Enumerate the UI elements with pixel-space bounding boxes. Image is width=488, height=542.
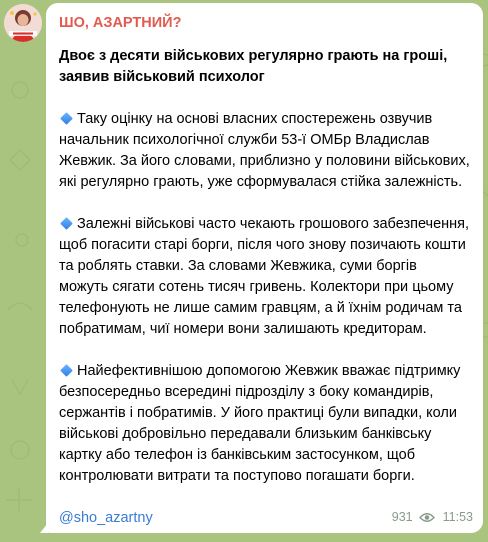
channel-link[interactable]: @sho_azartny [59,510,153,526]
post-paragraph-1-text: Таку оцінку на основі власних спостережень озвучив начальник психологічної служби 53-ї ОМБр Владислав Жевжик. За його словами, приблизно у половини військових, які регулярно грають, уже сформувалася стійка залежність. [59,111,470,190]
post-paragraph-2 [59,214,470,340]
post-meta [392,510,473,524]
channel-post-bubble [46,3,483,533]
channel-avatar[interactable] [4,4,42,42]
eye-icon [419,512,435,523]
post-time: 11:53 [442,510,473,524]
avatar-image [4,4,42,42]
post-paragraph-2-text: Залежні військові часто чекають грошового забезпечення, щоб погасити старі борги, після чого знову позичають кошти та роблять ставки. За словами Жевжика, суми боргів можуть сягати сотень тисяч гривень. Колектори при цьому телефонують не лише самим гравцям, а й їхнім родичам та побратимам, чиї номери вони залишають кредиторам. [59,216,470,337]
post-paragraph-3 [59,361,470,487]
post-paragraph-1 [59,109,470,193]
small-blue-diamond-icon [60,112,73,125]
post-paragraph-3-text: Найефективнішою допомогою Жевжик вважає підтримку безпосередньо всередині підрозділу з боку командирів, сержантів і побратимів. У його практиці були випадки, коли військові добровільно передавали близьким банківську картку або телефон із банківським застосунком, щоб контролювати витрати та поступово погашати борги. [59,363,461,484]
small-blue-diamond-icon [60,364,73,377]
post-headline: Двоє з десяти військових регулярно грають на гроші, заявив військовий психолог [59,48,448,85]
views-count: 931 [391,510,413,524]
small-blue-diamond-icon [60,217,73,230]
channel-name[interactable]: ШО, АЗАРТНИЙ? [59,15,182,31]
